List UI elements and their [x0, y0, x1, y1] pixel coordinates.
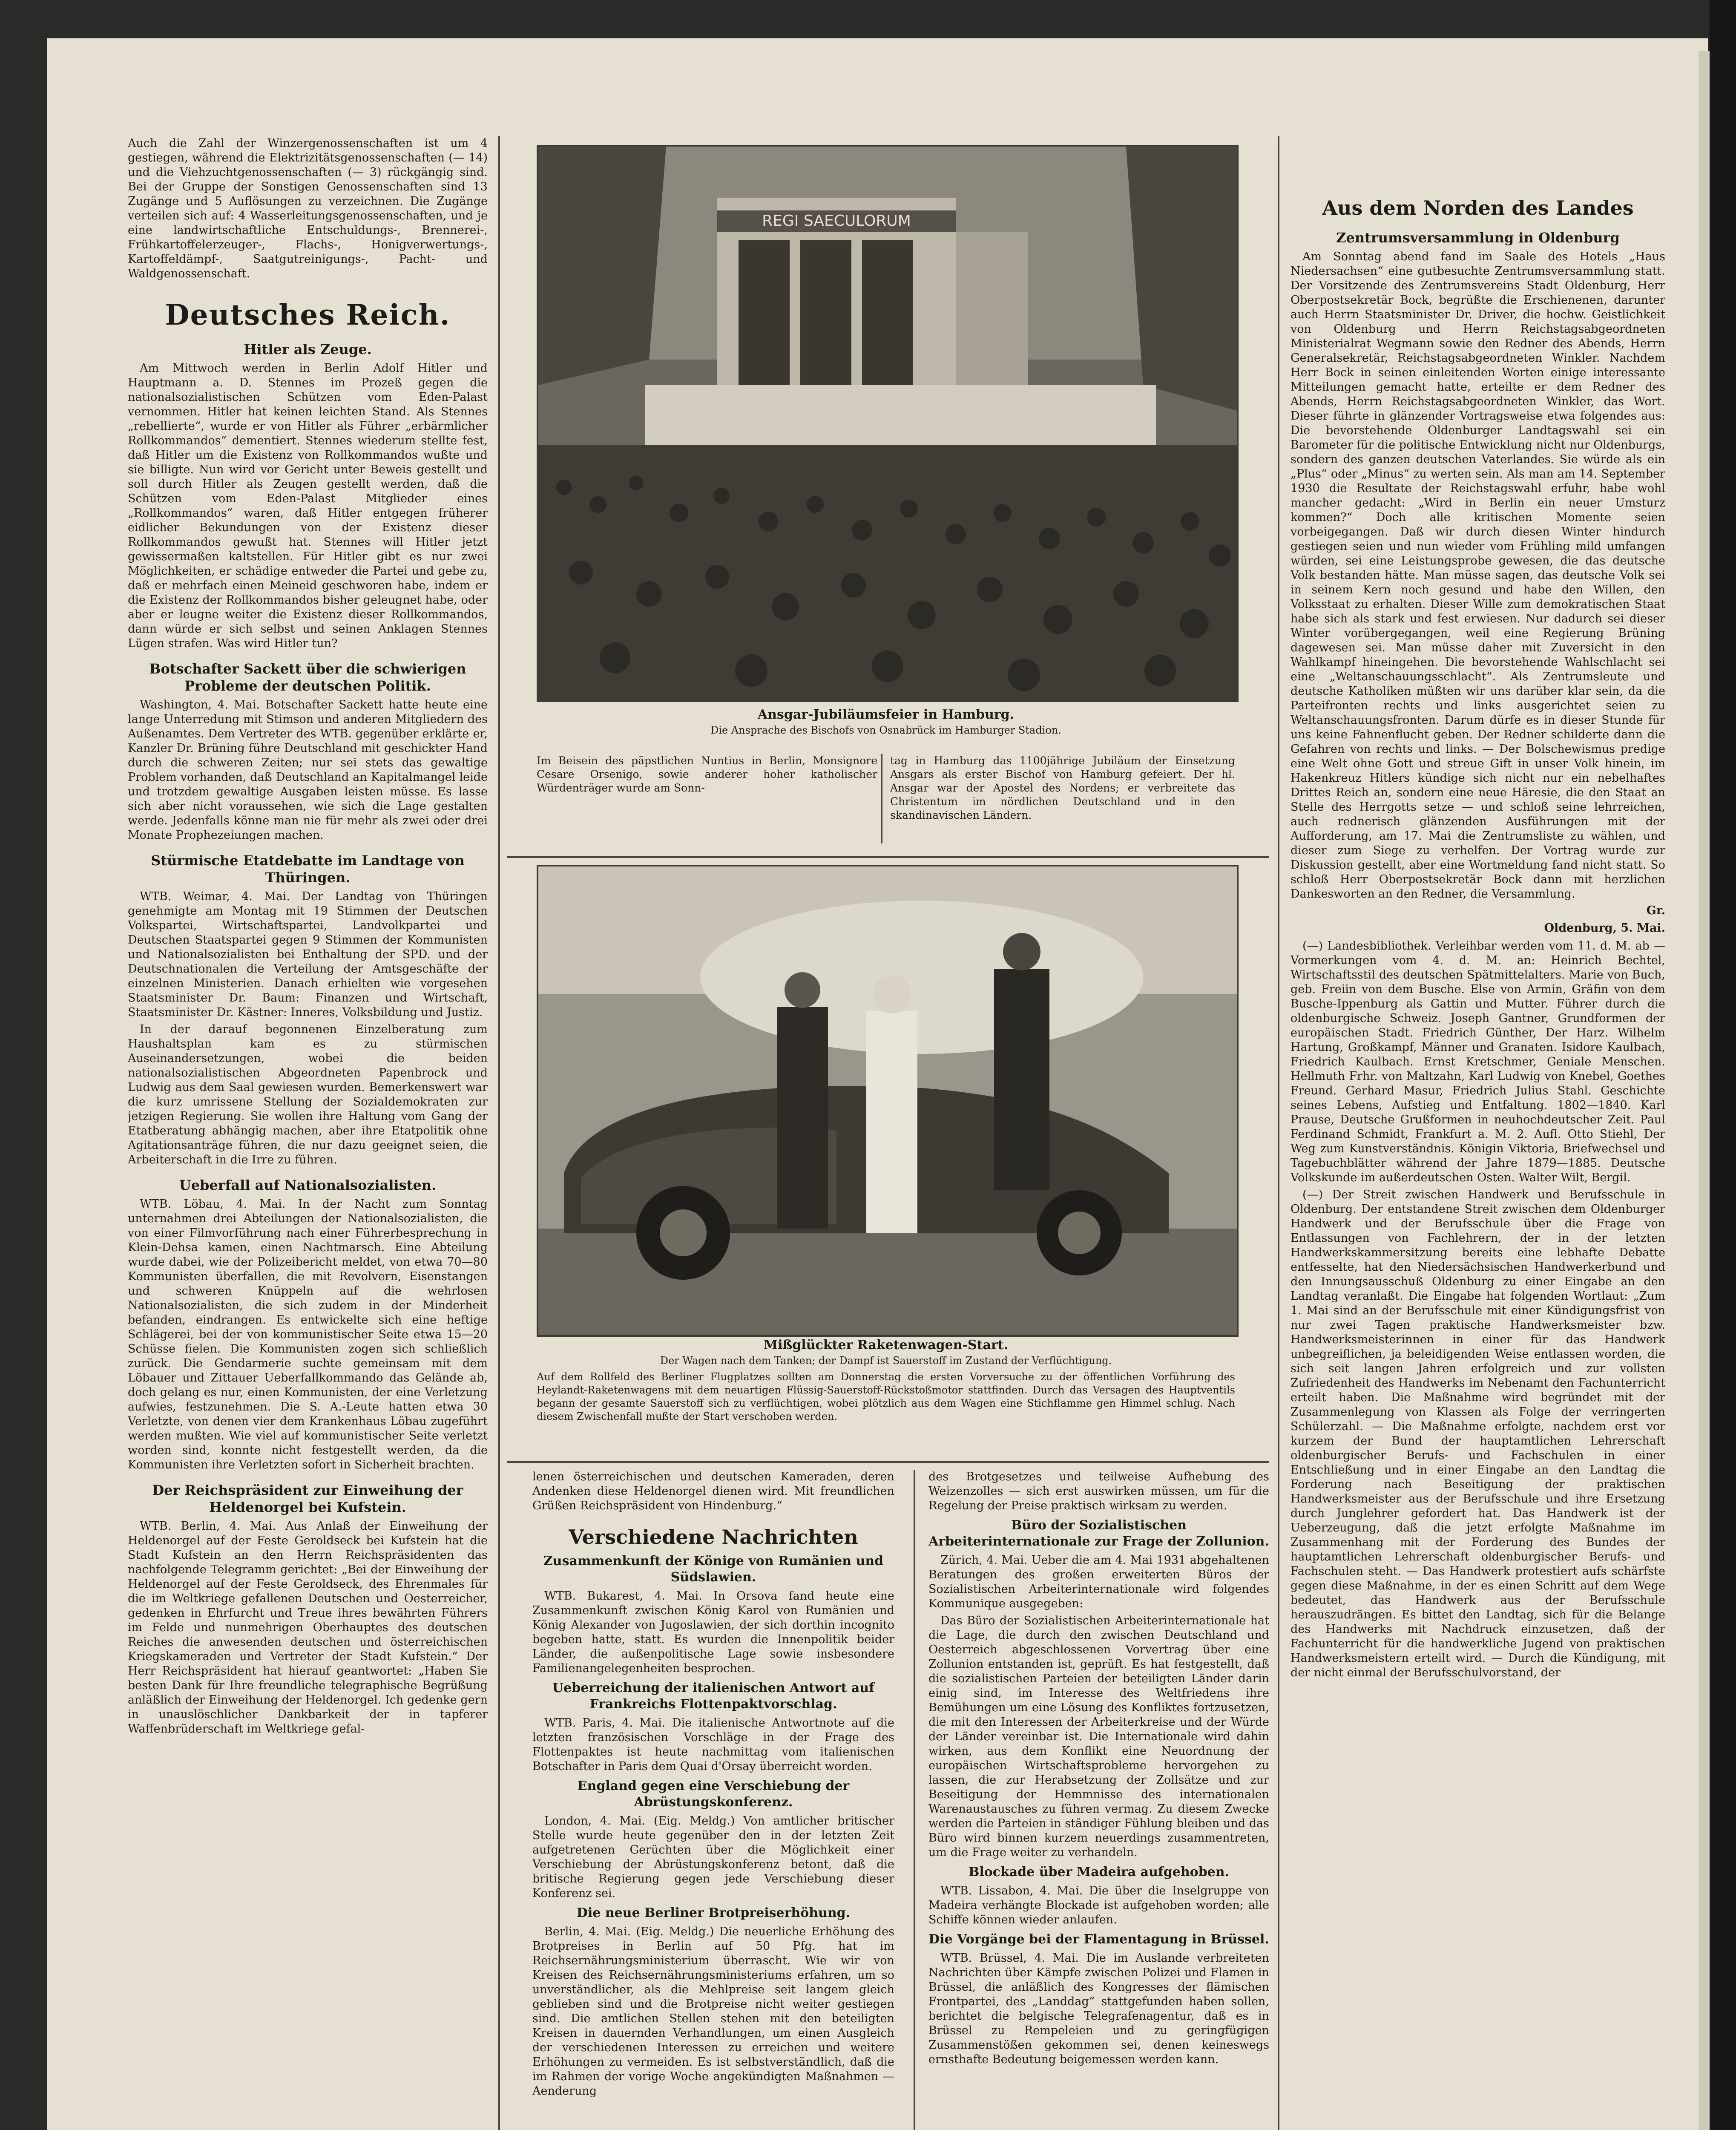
- caption-title: Ansgar-Jubiläumsfeier in Hamburg.: [757, 707, 1015, 722]
- caption-text: tag in Hamburg das 1100jährige Jubiläum der Einsetzung Ansgars als erster Bischof von Hamburg gefeiert. Der hl. Ansgar war der Apostel des Nordens; er verbreitete das Christentum im nördlichen Deutschland und in den skandinavischen Ländern.: [890, 754, 1235, 821]
- headline: Die Vorgänge bei der Flamentagung in Brüssel.: [928, 1932, 1269, 1947]
- dateline: Oldenburg, 5. Mai.: [1544, 921, 1665, 935]
- article-text: WTB. Paris, 4. Mai. Die italienische Antwortnote auf die letzten französischen Vorschläge in der Frage des Flottenpaktes ist heute nachmittag vom italienischen Botschafter in Paris dem Quai d'Orsay überreicht worden.: [532, 1716, 894, 1773]
- headline: Ueberfall auf Nationalsozialisten.: [179, 1177, 437, 1193]
- crowd-scene-image: [538, 147, 1237, 700]
- caption-title: Mißglückter Raketenwagen-Start.: [763, 1338, 1009, 1353]
- scan-border: [1710, 0, 1736, 2130]
- article-text: (—) Landesbibliothek. Verleihbar werden vom 11. d. M. ab — Vormerkungen vom 4. d. M. an: Heinrich Bechtel, Wirtschaftsstil des deutschen Spätmittelalters. Marie von Buch, geb. Freiin von dem Busche. Else von Armin, Gräfin von dem Busche-Ippenburg als Gattin und Mutter. Führer durch die oldenburgische Schweiz. Joseph Gantner, Grundformen der europäischen Stadt. Friedrich Günther, Der Harz. Wilhelm Hartung, Großkampf, Männer und Granaten. Isidore Kaulbach, Friedrich Kaulbach. Ernst Kretschmer, Geniale Menschen. Hellmuth Frhr. von Maltzahn, Karl Ludwig von Knebel, Goethes Freund. Gerhard Masur, Friedrich Julius Stahl. Geschichte seines Lebens, Aufstieg und Entfaltung. 1802—1840. Karl Prause, Deutsche Grußformen in neuhochdeutscher Zeit. Paul Ferdinand Schmidt, Frankfurt a. M. 2. Aufl. Otto Stiehl, Der Weg zum Kunstverständnis. Königin Viktoria, Briefwechsel und Tagebuchblätter während der Jahre 1879—1885. Deutsche Volkskunde im außerdeutschen Osten. Walter Wilt, Bergil.: [1291, 939, 1665, 1184]
- rocket-car-image: [538, 866, 1237, 1335]
- caption-text: Im Beisein des päpstlichen Nuntius in Berlin, Monsignore Cesare Orsenigo, sowie anderer hoher katholischer Würdenträger wurde am Sonn-: [537, 754, 877, 794]
- article-text: London, 4. Mai. (Eig. Meldg.) Von amtlicher britischer Stelle wurde heute gegenüber den in der letzten Zeit aufgetretenen Gerüchten über die Möglichkeit einer Verschiebung der Abrüstungskonferenz betont, daß die britische Regierung gegen jede Verschiebung dieser Konferenz sei.: [532, 1814, 894, 1900]
- photo-caption: [537, 707, 1235, 848]
- article-text: WTB. Weimar, 4. Mai. Der Landtag von Thüringen genehmigte am Montag mit 19 Stimmen der Deutschen Volkspartei, Wirtschaftspartei, Landvolkpartei und Deutschen Staatspartei gegen 9 Stimmen der Kommunisten und Nationalsozialisten bei Enthaltung der SPD. und der Deutschnationalen die Verteilung der Amtsgeschäfte der einzelnen Ministerien. Danach erhielten wie vorgesehen Staatsminister Dr. Baum: Finanzen und Wirtschaft, Staatsminister Dr. Kästner: Inneres, Volksbildung und Justiz.: [128, 890, 488, 1019]
- banner-text: REGI SAECULORUM: [762, 212, 911, 230]
- article-text: WTB. Brüssel, 4. Mai. Die im Auslande verbreiteten Nachrichten über Kämpfe zwischen Polizei und Flamen in Brüssel, die anläßlich des Kongresses der flämischen Frontpartei, des „Landdag“ stattgefunden haben sollen, berichtet die belgische Telegrafenagentur, daß es in Brüssel zu Rempeleien und zu geringfügigen Zusammenstößen gekommen sei, denen keineswegs ernsthafte Bedeutung beigemessen werden kann.: [928, 1952, 1269, 2066]
- column-rule: [498, 136, 500, 2130]
- section-rule: [507, 1461, 1269, 1463]
- section-title: Deutsches Reich.: [165, 298, 451, 331]
- headline: Die neue Berliner Brotpreiserhöhung.: [576, 1905, 851, 1920]
- article-text: lenen österreichischen und deutschen Kameraden, deren Andenken diese Heldenorgel dienen wird. Mit freundlichen Grüßen Reichspräsident von Hindenburg.“: [532, 1470, 894, 1512]
- headline: Hitler als Zeuge.: [244, 341, 372, 357]
- article-text: WTB. Lissabon, 4. Mai. Die über die Inselgruppe von Madeira verhängte Blockade ist aufgehoben worden; alle Schiffe können wieder anlaufen.: [928, 1884, 1269, 1926]
- headline: Zusammenkunft der Könige von Rumänien und Südslawien.: [543, 1554, 884, 1585]
- caption-subtitle: Der Wagen nach dem Tanken; der Dampf ist Sauerstoff im Zustand der Verflüchtigung.: [660, 1355, 1112, 1367]
- intro-text: Auch die Zahl der Winzergenossenschaften ist um 4 gestiegen, während die Elektrizitätsgenossenschaften (— 14) und die Viehzuchtgenossenschaften (— 3) rückgängig sind. Bei der Gruppe der Sonstigen Genossenschaften sind 13 Zugänge und 5 Auflösungen zu verzeichnen. Die Zugänge verteilen sich auf: 4 Wasserleitungsgenossenschaften, und je eine landwirtschaftliche Entschuldungs-, Brennerei-, Frühkartoffelerzeuger-, Flachs-, Honigverwertungs-, Kartoffeldämpf-, Saatgutreinigungs-, Pacht- und Waldgenossenschaft.: [128, 137, 488, 280]
- caption-subtitle: Die Ansprache des Bischofs von Osnabrück im Hamburger Stadion.: [710, 724, 1061, 736]
- photo-rocket-car: [537, 865, 1239, 1337]
- headline: Stürmische Etatdebatte im Landtage von Thüringen.: [151, 852, 465, 886]
- column-rule: [1278, 136, 1279, 2130]
- article-text: WTB. Löbau, 4. Mai. In der Nacht zum Sonntag unternahmen drei Abteilungen der Nationalsozialisten, die von einer Filmvorführung nach einer Führerbesprechung in Klein-Dehsa kamen, einen Nachtmarsch. Eine Abteilung wurde dabei, wie der Polizeibericht meldet, von etwa 70—80 Kommunisten überfallen, die mit Revolvern, Eisenstangen und schweren Knüppeln auf die wehrlosen Nationalsozialisten, die sich zudem in der Minderheit befanden, eindrangen. Es entwickelte sich eine heftige Schlägerei, bei der von kommunistischer Seite etwa 15—20 Schüsse fielen. Die Kommunisten zogen sich schließlich zurück. Die Gendarmerie suchte gemeinsam mit dem Löbauer und Zittauer Ueberfallkommando das Gelände ab, doch gelang es nur, einen Kommunisten, der eine Verletzung aufwies, festzunehmen. Die S. A.-Leute hatten etwa 30 Verletzte, von denen vier dem Krankenhaus Löbau zugeführt werden mußten. Wie viel auf kommunistischer Seite verletzt worden sind, konnte nicht festgestellt werden, da die Kommunisten ihre Verletzten sofort in Sicherheit brachten.: [128, 1197, 488, 1471]
- column-3: [928, 1470, 1269, 2130]
- headline: Der Reichspräsident zur Einweihung der Heldenorgel bei Kufstein.: [152, 1482, 463, 1515]
- section-title: Aus dem Norden des Landes: [1322, 196, 1634, 219]
- article-text: In der darauf begonnenen Einzelberatung zum Haushaltsplan kam es zu stürmischen Auseinandersetzungen, wobei die beiden nationalsozialistischen Abgeordneten Papenbrock und Ludwig aus dem Saal gewiesen wurden. Bemerkenswert war die kurz umrissene Stellung der Sozialdemokraten zur jetzigen Regierung. Sie wollen ihre Haltung vom Gang der Etatberatung abhängig machen, aber ihre Etatpolitik ohne Agitationsanträge führen, die nur dazu geeignet seien, die Arbeiterschaft in die Irre zu führen.: [128, 1023, 488, 1166]
- article-text: Zürich, 4. Mai. Ueber die am 4. Mai 1931 abgehaltenen Beratungen des großen erweiterten Büros der Sozialistischen Arbeiterinternationale wird folgendes Kommunique ausgegeben:: [928, 1554, 1269, 1610]
- article-text: WTB. Berlin, 4. Mai. Aus Anlaß der Einweihung der Heldenorgel auf der Feste Geroldseck bei Kufstein hat die Stadt Kufstein an den Herrn Reichspräsidenten das nachfolgende Telegramm gerichtet: „Bei der Einweihung der Heldenorgel auf der Feste Geroldseck, des Ehrenmales für die im Weltkriege gefallenen Deutschen und Oesterreicher, gedenken in Ehrfurcht und Treue ihres bewährten Führers im Felde und nunmehrigen Oberhauptes des deutschen Reiches die anwesenden deutschen und österreichischen Kriegskameraden und Vertreter der Stadt Kufstein.“ Der Herr Reichspräsident hat hierauf geantwortet: „Haben Sie besten Dank für Ihre freundliche telegraphische Begrüßung anläßlich der Einweihung der Heldenorgel. Ich gedenke gern in unauslöschlicher Dankbarkeit der in tapferer Waffenbrüderschaft im Weltkriege gefal-: [128, 1520, 488, 1736]
- article-text: Das Büro der Sozialistischen Arbeiterinternationale hat die Lage, die durch den zwischen Deutschland und Oesterreich abgeschlossenen Vorvertrag über eine Zollunion entstanden ist, geprüft. Es hat festgestellt, daß die sozialistischen Parteien der beteiligten Länder darin einig sind, im Interesse des Weltfriedens ihre Bemühungen um eine Lösung des Konfliktes fortzusetzen, die mit den Interessen der Arbeiterkreise und der Würde der Länder vereinbar ist. Die Internationale wird dahin wirken, aus dem Konflikt eine Neuordnung der europäischen Wirtschaftsprobleme hervorgehen zu lassen, die zur Herabsetzung der Zollsätze und zur Beseitigung der Hemmnisse des internationalen Warenaustausches zu führen vermag. Zu diesem Zwecke werden die Parteien in ständiger Fühlung bleiben und das Büro wird binnen kurzem neuerdings zusammentreten, um die Frage weiter zu verhandeln.: [928, 1614, 1269, 1859]
- article-text: (—) Der Streit zwischen Handwerk und Berufsschule in Oldenburg. Der entstandene Streit zwischen dem Oldenburger Handwerk und der Berufsschule über die Frage von Entlassungen von Fachlehrern, der in der letzten Handwerkskammersitzung bereits eine lebhafte Debatte entfesselte, hat den Niedersächsischen Handwerkerbund und den Innungsausschuß Oldenburg zu einer Eingabe an den Landtag veranlaßt. Die Eingabe hat folgenden Wortlaut: „Zum 1. Mai sind an der Berufsschule mit einer Kündigungsfrist von nur zwei Tagen praktische Handwerksmeister bzw. Handwerksmeisterinnen in einer für das Handwerk unbegreiflichen, ja beleidigenden Weise entlassen worden, die sich seit langen Jahren erfolgreich und zur vollsten Zufriedenheit des Handwerks im Nebenamt den Fachunterricht erteilt haben. Die Maßnahme wird begründet mit der Zusammenlegung von Klassen als Folge der verringerten Schülerzahl. — Die Maßnahme erfolgte, nachdem erst vor kurzem der Bund der hauptamtlichen Lehrerschaft oldenburgischer Berufs- und Fachschulen in einer Entschließung und in einer Eingabe an den Landtag die Forderung nach Beseitigung der praktischen Handwerksmeister aus der Berufsschule und ihre Ersetzung durch Junglehrer gefordert hat. Das Handwerk ist der Ueberzeugung, daß die jetzt erfolgte Maßnahme im Zusammenhang mit der Forderung des Bundes der hauptamtlichen Lehrerschaft oldenburgischer Berufs- und Fachschulen steht. — Das Handwerk protestiert aufs schärfste gegen diese Maßnahme, in der es einen Schritt auf dem Wege bedeutet, das Handwerk aus der Berufsschule herauszudrängen. Es bittet den Landtag, sich für die Belange des Handwerks mit Nachdruck einzusetzen, daß der Fachunterricht für die handwerkliche Jugend von praktischen Handwerksmeistern erteilt wird. — Durch die Kündigung, mit der nicht einmal der Berufsschulvorstand, der: [1291, 1188, 1665, 1679]
- article-text: Berlin, 4. Mai. (Eig. Meldg.) Die neuerliche Erhöhung des Brotpreises in Berlin auf 50 Pfg. hat im Reichsernährungsministerium überrascht. Wie wir von Kreisen des Reichsernährungsministeriums erfahren, um so unverständlicher, als die Mehlpreise seit langem gleich geblieben sind und die Brotpreise nicht weiter gestiegen sind. Die amtlichen Stellen stehen mit den beteiligten Kreisen in dauernden Verhandlungen, um einen Ausgleich der verschiedenen Interessen zu erreichen und weitere Erhöhungen zu vermeiden. Es ist selbstverständlich, daß die im Rahmen der vorige Woche angekündigten Maßnahmen — Aenderung: [532, 1925, 894, 2098]
- next-page-edge: [1699, 51, 1710, 2130]
- headline: Ueberreichung der italienischen Antwort auf Frankreichs Flottenpaktvorschlag.: [552, 1681, 874, 1712]
- article-text: Washington, 4. Mai. Botschafter Sackett hatte heute eine lange Unterredung mit Stimson und anderen Mitgliedern des Außenamtes. Dem Vertreter des WTB. gegenüber erklärte er, Kanzler Dr. Brüning führe Deutschland mit geschickter Hand durch die schweren Zeiten; nur sei stets das gewaltige Problem vorhanden, daß Deutschland an Kapitalmangel leide und trotzdem gewaltige Ausgaben leisten müsse. Es lasse sich aber nicht voraussehen, wie sich die Lage gestalten werde. Jedenfalls könne man nie für mehr als zwei oder drei Monate Prophezeiungen machen.: [128, 698, 488, 842]
- section-rule: [507, 856, 1269, 858]
- column-4: [1291, 136, 1665, 2130]
- headline: England gegen eine Verschiebung der Abrüstungskonferenz.: [577, 1779, 850, 1810]
- column-2: [532, 1470, 894, 2130]
- headline: Botschafter Sackett über die schwierigen Probleme der deutschen Politik.: [149, 661, 466, 694]
- newspaper-page: [47, 38, 1708, 2130]
- caption-divider: [881, 754, 882, 843]
- article-text: Am Mittwoch werden in Berlin Adolf Hitler und Hauptmann a. D. Stennes im Prozeß gegen die nationalsozialistischen Schützen vom Eden-Palast vernommen. Hitler hat keinen leichten Stand. Als Stennes „rebellierte“, wurde er von Hitler als Führer „erbärmlicher Rollkommandos“ dementiert. Stennes wiederum stellte fest, daß Hitler um die Existenz von Rollkommandos wußte und sie billigte. Nun wird vor Gericht unter Beweis gestellt und soll durch Hitler als Zeugen gestellt werden, daß die Schützen vom Eden-Palast Mitglieder eines „Rollkommandos“ waren, daß Hitler entgegen früherer eidlicher Bekundungen von der Existenz dieser Rollkommandos gewußt hat. Stennes will Hitler jetzt gewissermaßen kaltstellen. Für Hitler gibt es nur zwei Möglichkeiten, er schädige entweder die Partei und gebe zu, daß er mehrfach einen Meineid geschworen habe, indem er die Existenz der Rollkommandos bisher geleugnet habe, oder aber er leugne weiter die Existenz dieser Rollkommandos, dann würde er sich selbst und seinen Anklagen Stennes Lügen strafen. Was wird Hitler tun?: [128, 362, 488, 650]
- column-1: [128, 136, 488, 2130]
- photo-ansgar-jubilee: [537, 145, 1239, 702]
- caption-text: Auf dem Rollfeld des Berliner Flugplatzes sollten am Donnerstag die ersten Vorversuche zu der öffentlichen Vorführung des Heylandt-Raketenwagens mit dem neuartigen Flüssig-Sauerstoff-Rückstoßmotor stattfinden. Durch das Versagen des Hauptventils begann der gesamte Sauerstoff sich zu verflüchtigen, wobei plötzlich aus dem Wagen eine Stichflamme gen Himmel schlug. Nach diesem Zwischenfall mußte der Start verschoben werden.: [537, 1371, 1235, 1422]
- column-rule: [914, 1470, 915, 2130]
- article-text: WTB. Bukarest, 4. Mai. In Orsova fand heute eine Zusammenkunft zwischen König Karol von Rumänien und König Alexander von Jugoslawien, der sich dorthin incognito begeben hatte, statt. Es wurden die Innenpolitik beider Länder, die außenpolitische Lage sowie insbesondere Familienangelegenheiten besprochen.: [532, 1589, 894, 1675]
- photo-caption: [537, 1338, 1235, 1461]
- headline: Blockade über Madeira aufgehoben.: [968, 1865, 1230, 1880]
- article-text: Am Sonntag abend fand im Saale des Hotels „Haus Niedersachsen“ eine gutbesuchte Zentrumsversammlung statt. Der Vorsitzende des Zentrumsvereins Stadt Oldenburg, Herr Oberpostsekretär Bock, begrüßte die Erschienenen, darunter auch Herrn Staatsminister Dr. Driver, die hochw. Geistlichkeit von Oldenburg und Herrn Reichstagsabgeordneten Ministerialrat Wegmann sowie den Redner des Abends, Herrn Generalsekretär, Reichstagsabgeordneten Winkler. Nachdem Herr Bock in seinen einleitenden Worten einige interessante Mitteilungen gemacht hatte, erteilte er dem Redner des Abends, Herrn Reichstagsabgeordneten Winkler, das Wort. Dieser führte in glänzender Vortragsweise etwa folgendes aus: Die bevorstehende Oldenburger Landtagswahl sei ein Barometer für die politische Entwicklung nicht nur Oldenburgs, sondern des ganzen deutschen Vaterlandes. Sie würde als ein „Plus“ oder „Minus“ zu werten sein. Als man am 14. September 1930 die Resultate der Reichstagswahl erfuhr, habe wohl mancher gedacht: „Wird in Berlin ein neuer Umsturz kommen?“ Doch alle kritischen Momente seien vorbeigegangen. Daß wir durch diesen Winter hindurch gestiegen seien und nun wieder vom Frühling mild umfangen würden, sei eine Leistungsprobe gewesen, die das deutsche Volk bestanden hätte. Man müsse sagen, das deutsche Volk sei in seinem Kern noch gesund und habe den Willen, den Volksstaat zu erhalten. Dieser Wille zum demokratischen Staat habe sich als stark und fest erwiesen. Nur dadurch sei dieser Winter vorübergegangen, weil eine Regierung Brüning dagewesen sei. Man müsse daher mit Zuversicht in den Wahlkampf hineingehen. Die bevorstehende Wahlschlacht sei eine „Weltanschauungsschlacht“. Als Zentrumsleute und deutsche Katholiken müßten wir uns darüber klar sein, da die Parteifronten rechts und links ausgerichtet seien zu Weltanschauungsfronten. Darum dürfe es in dieser Stunde für uns keine Fahnenflucht geben. Der Redner schilderte dann die Gefahren von rechts und links. — Der Bolschewismus predige eine Welt ohne Gott und streue Gift in unser Volk hinein, im Hakenkreuz Hitlers kündige sich nicht nur ein nebelhaftes Drittes Reich an, sondern eine neue Häresie, die den Staat an Stelle des Herrgotts setze — und schloß seine lehrreichen, auch rednerisch glänzenden Ausführungen mit der Aufforderung, am 17. Mai die Zentrumsliste zu wählen, und dieser zum Siege zu verhelfen. Der Vortrag wurde zur Diskussion gestellt, aber eine Wortmeldung fand nicht statt. So schloß Herr Oberpostsekretär Bock dann mit herzlichen Dankesworten an den Redner, die Versammlung.: [1291, 250, 1665, 901]
- author-signature: Gr.: [1646, 904, 1665, 917]
- section-title: Verschiedene Nachrichten: [569, 1526, 858, 1549]
- article-text: des Brotgesetzes und teilweise Aufhebung des Weizenzolles — sich erst auswirken müssen, um für die Regelung der Preise praktisch wirksam zu werden.: [928, 1470, 1269, 1512]
- headline: Büro der Sozialistischen Arbeiterinternationale zur Frage der Zollunion.: [928, 1518, 1269, 1549]
- headline: Zentrumsversammlung in Oldenburg: [1336, 230, 1620, 246]
